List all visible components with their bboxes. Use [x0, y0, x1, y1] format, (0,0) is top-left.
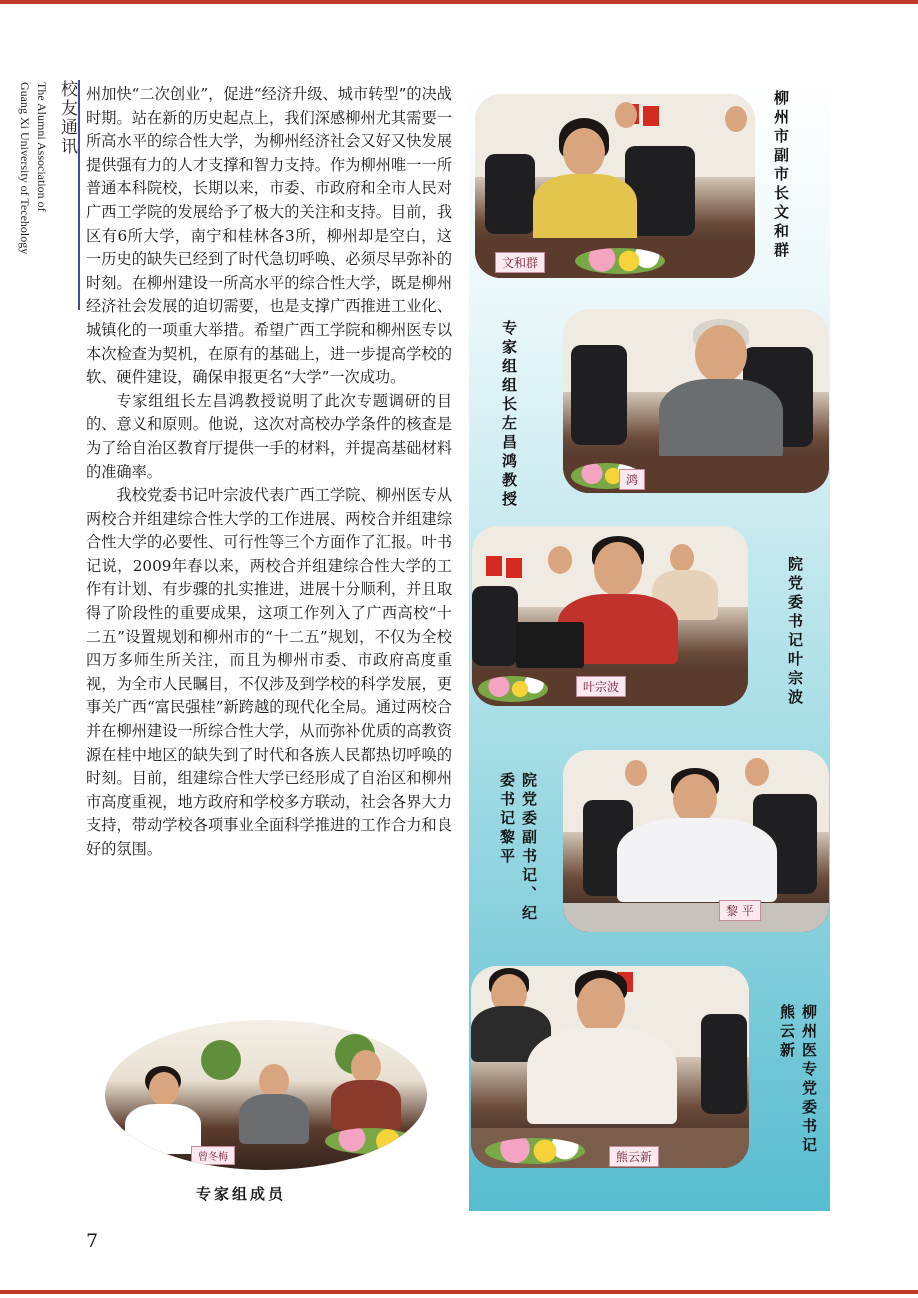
photo-caption: 院党委副书记、纪委书记黎平: [498, 772, 538, 924]
paragraph: 专家组组长左昌鸿教授说明了此次专题调研的目的、意义和原则。他说，这次对高校办学条件的核查是为了给自治区教育厅提供一手的材料，并提高基础材料的准确率。: [86, 391, 452, 481]
subtitle-line-1: The Alumni Association of: [35, 82, 49, 212]
header-divider: [78, 80, 80, 310]
paragraph: 我校党委书记叶宗波代表广西工学院、柳州医专从两校合并组建综合性大学的工作进展、两校合并组建综合性大学的必要性、可行性等三个方面作了汇报。叶书记说，2009年春以来，两校合并组建综合性大学的工作有计划、有步骤的扎实推进，进展十分顺利，并且取得了阶段性的重要成果，这项工作列入了广西高校“十二五”设置规划和柳州市的“十二五”规划，不仅为全校四万多师生所关注，而且为柳州市委、市政府高度重视，为全市人民瞩目，不仅涉及到学校的科学发展，更事关广西“富民强桂”新跨越的现代化全局。通过两校合并在柳州建设一所综合性大学，从而弥补优质的高教资源在桂中地区的缺失到了时代和各族人民都热切呼唤的时刻。目前，组建综合性大学已经形成了自治区和柳州市高度重视，地方政府和学校多方联动，社会各界大力支持，带动学校各项事业全面科学推进的工作合力和良好的氛围。: [86, 486, 452, 858]
nameplate: 熊云新: [609, 1146, 659, 1167]
photo-caption: 院党委书记叶宗波: [786, 556, 804, 708]
magazine-subtitle: [16, 82, 50, 254]
caption-text: 专家组组长左昌鸿教授: [500, 320, 518, 510]
magazine-title: 校友通讯: [57, 80, 77, 156]
photo-caption: [498, 320, 520, 510]
group-photo-caption: 专家组成员: [196, 1185, 287, 1203]
subtitle-line-2: Guang Xi University of Tecehology: [18, 82, 32, 255]
nameplate: 黎 平: [719, 900, 761, 921]
bottom-rule: [0, 1290, 918, 1294]
photo-caption: 柳州医专党委书记熊云新: [778, 1004, 818, 1156]
nameplate: 鸿: [619, 469, 645, 490]
page-number: 7: [86, 1230, 99, 1252]
photo-medical-college-secretary: [471, 966, 749, 1168]
top-rule: [0, 0, 918, 4]
photo-expert-leader: [563, 309, 829, 493]
photo-caption: 柳州市副市长文和群: [772, 90, 790, 261]
photo-deputy-secretary: [563, 750, 829, 932]
nameplate: 叶宗波: [576, 676, 626, 697]
photo-expert-group: [105, 1020, 427, 1170]
nameplate: 曾冬梅: [191, 1146, 235, 1165]
paragraph: 州加快“二次创业”，促进“经济升级、城市转型”的决战时期。站在新的历史起点上，我们深感柳州尤其需要一所高水平的综合性大学，为柳州经济社会又好又快发展提供强有力的人才支撑和智力支持。作为柳州唯一一所普通本科院校，长期以来，市委、市政府和全市人民对广西工学院的发展给予了极大的关注和支持。目前，我区有6所大学，南宁和桂林各3所，柳州却是空白，这一历史的缺失已经到了时代急切呼唤、必须尽早弥补的时刻。在柳州建设一所高水平的综合性大学，既是柳州经济社会发展的迫切需要，也是支撑广西推进工业化、城镇化的一项重大举措。希望广西工学院和柳州医专以本次检查为契机，在原有的基础上，进一步提高学校的软、硬件建设，确保申报更名“大学”一次成功。: [86, 85, 452, 387]
article-body: [86, 83, 452, 862]
nameplate: 文和群: [495, 252, 545, 273]
photo-party-secretary: [472, 526, 748, 706]
photo-vice-mayor: [475, 94, 755, 278]
